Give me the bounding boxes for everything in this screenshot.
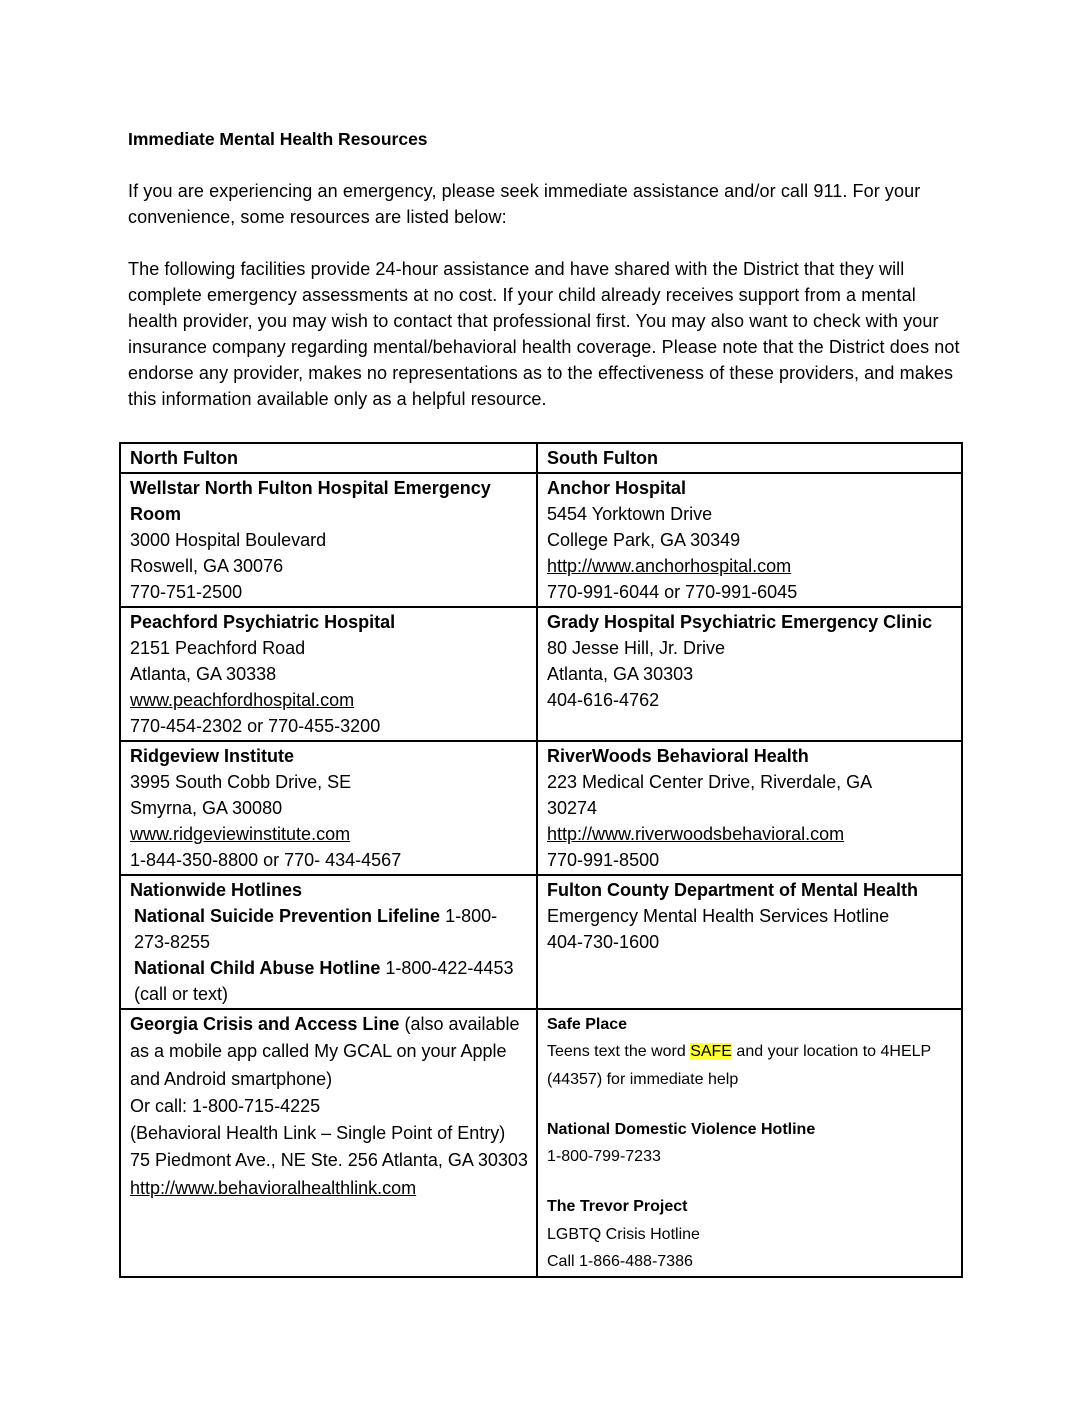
cell-ridgeview [120, 741, 537, 875]
gcal-intro: Georgia Crisis and Access Line (also available as a mobile app called My GCAL on your Apple and Android smartphone) [130, 1014, 520, 1089]
table-row [120, 473, 962, 607]
disclaimer-paragraph: The following facilities provide 24-hour assistance and have shared with the District that they will complete emergency assessments at no cost. If your child already receives support from a mental health provider, you may wish to contact that professional first. You may also want to check with your insurance company regarding mental/behavioral health coverage. Please note that the District does not endorse any provider, makes no representations as to the effectiveness of these providers, and makes this information available only as a helpful resource. [128, 259, 960, 409]
gcal-link-note: (Behavioral Health Link – Single Point of Entry) [130, 1123, 506, 1144]
facility-address: 80 Jesse Hill, Jr. Drive [547, 638, 726, 658]
intro-paragraph: If you are experiencing an emergency, please seek immediate assistance and/or call 911. For your convenience, some resources are listed below: [128, 181, 921, 227]
cell-fulton-county [537, 875, 962, 1009]
facility-name: Grady Hospital Psychiatric Emergency Clinic [547, 612, 933, 632]
cell-teen-hotlines [537, 1009, 962, 1277]
cell-anchor [537, 473, 962, 607]
table-row [120, 741, 962, 875]
facility-name: Wellstar North Fulton Hospital Emergency Room [130, 478, 491, 524]
gcal-address: 75 Piedmont Ave., NE Ste. 256 Atlanta, GA 30303 http://www.behavioralhealthlink.com [130, 1150, 528, 1198]
facility-city: Roswell, GA 30076 [130, 556, 284, 576]
facility-phone: 404-730-1600 [547, 932, 660, 952]
cell-gcal [120, 1009, 537, 1277]
dv-hotline-title: National Domestic Violence Hotline [547, 1120, 816, 1138]
table-row [120, 607, 962, 741]
facility-address: 5454 Yorktown Drive [547, 504, 713, 524]
cell-riverwoods [537, 741, 962, 875]
facility-phone: 770-991-8500 [547, 850, 660, 870]
facility-address: 3995 South Cobb Drive, SE [130, 772, 352, 792]
facility-link[interactable]: www.ridgeviewinstitute.com [130, 824, 351, 844]
trevor-project-title: The Trevor Project [547, 1198, 688, 1216]
facility-link[interactable]: http://www.riverwoodsbehavioral.com [547, 824, 845, 844]
table-header-row [120, 443, 962, 473]
gcal-call: Or call: 1-800-715-4225 [130, 1095, 321, 1116]
cell-wellstar [120, 473, 537, 607]
safe-keyword-highlight: SAFE [690, 1043, 732, 1061]
facility-name: Fulton County Department of Mental Health [547, 880, 918, 900]
dv-hotline-phone: 1-800-799-7233 [547, 1148, 661, 1166]
cell-peachford [120, 607, 537, 741]
facility-city: 30274 [547, 798, 598, 818]
facility-name: Anchor Hospital [547, 478, 687, 498]
header-south-fulton: South Fulton [537, 443, 962, 473]
header-north-fulton: North Fulton [120, 443, 537, 473]
facility-phone: 1-844-350-8800 or 770- 434-4567 [130, 850, 402, 870]
facility-address: 223 Medical Center Drive, Riverdale, GA [547, 772, 873, 792]
facility-name: RiverWoods Behavioral Health [547, 746, 809, 766]
page-title: Immediate Mental Health Resources [128, 129, 428, 149]
facility-link[interactable]: www.peachfordhospital.com [130, 690, 355, 710]
service-name: Emergency Mental Health Services Hotline [547, 906, 890, 926]
section-name: Nationwide Hotlines [130, 880, 303, 900]
facility-phone: 404-616-4762 [547, 690, 660, 710]
hotline-suicide-prevention: National Suicide Prevention Lifeline 1-800-273-8255 [134, 906, 498, 952]
facility-link[interactable]: http://www.anchorhospital.com [547, 556, 792, 576]
table-row [120, 875, 962, 1009]
safe-place-title: Safe Place [547, 1016, 628, 1033]
facility-city: College Park, GA 30349 [547, 530, 741, 550]
safe-place-text: Teens text the word SAFE and your location to 4HELP (44357) for immediate help [547, 1043, 931, 1088]
facility-city: Smyrna, GA 30080 [130, 798, 283, 818]
cell-grady [537, 607, 962, 741]
trevor-project-desc: LGBTQ Crisis Hotline [547, 1225, 700, 1243]
hotline-child-abuse: National Child Abuse Hotline 1-800-422-4453 (call or text) [134, 958, 514, 1004]
table-row [120, 1009, 962, 1277]
trevor-project-phone: Call 1-866-488-7386 [547, 1253, 693, 1271]
facility-phone: 770-751-2500 [130, 582, 243, 602]
facility-phone: 770-454-2302 or 770-455-3200 [130, 716, 381, 736]
facility-address: 3000 Hospital Boulevard [130, 530, 327, 550]
facility-name: Peachford Psychiatric Hospital [130, 612, 396, 632]
facility-name: Ridgeview Institute [130, 746, 295, 766]
cell-nationwide-hotlines [120, 875, 537, 1009]
gcal-link[interactable]: http://www.behavioralhealthlink.com [130, 1177, 417, 1198]
facility-address: 2151 Peachford Road [130, 638, 306, 658]
facility-phone: 770-991-6044 or 770-991-6045 [547, 582, 798, 602]
facility-city: Atlanta, GA 30303 [547, 664, 694, 684]
document-body [128, 126, 960, 412]
facility-city: Atlanta, GA 30338 [130, 664, 277, 684]
resources-table [119, 442, 963, 1278]
